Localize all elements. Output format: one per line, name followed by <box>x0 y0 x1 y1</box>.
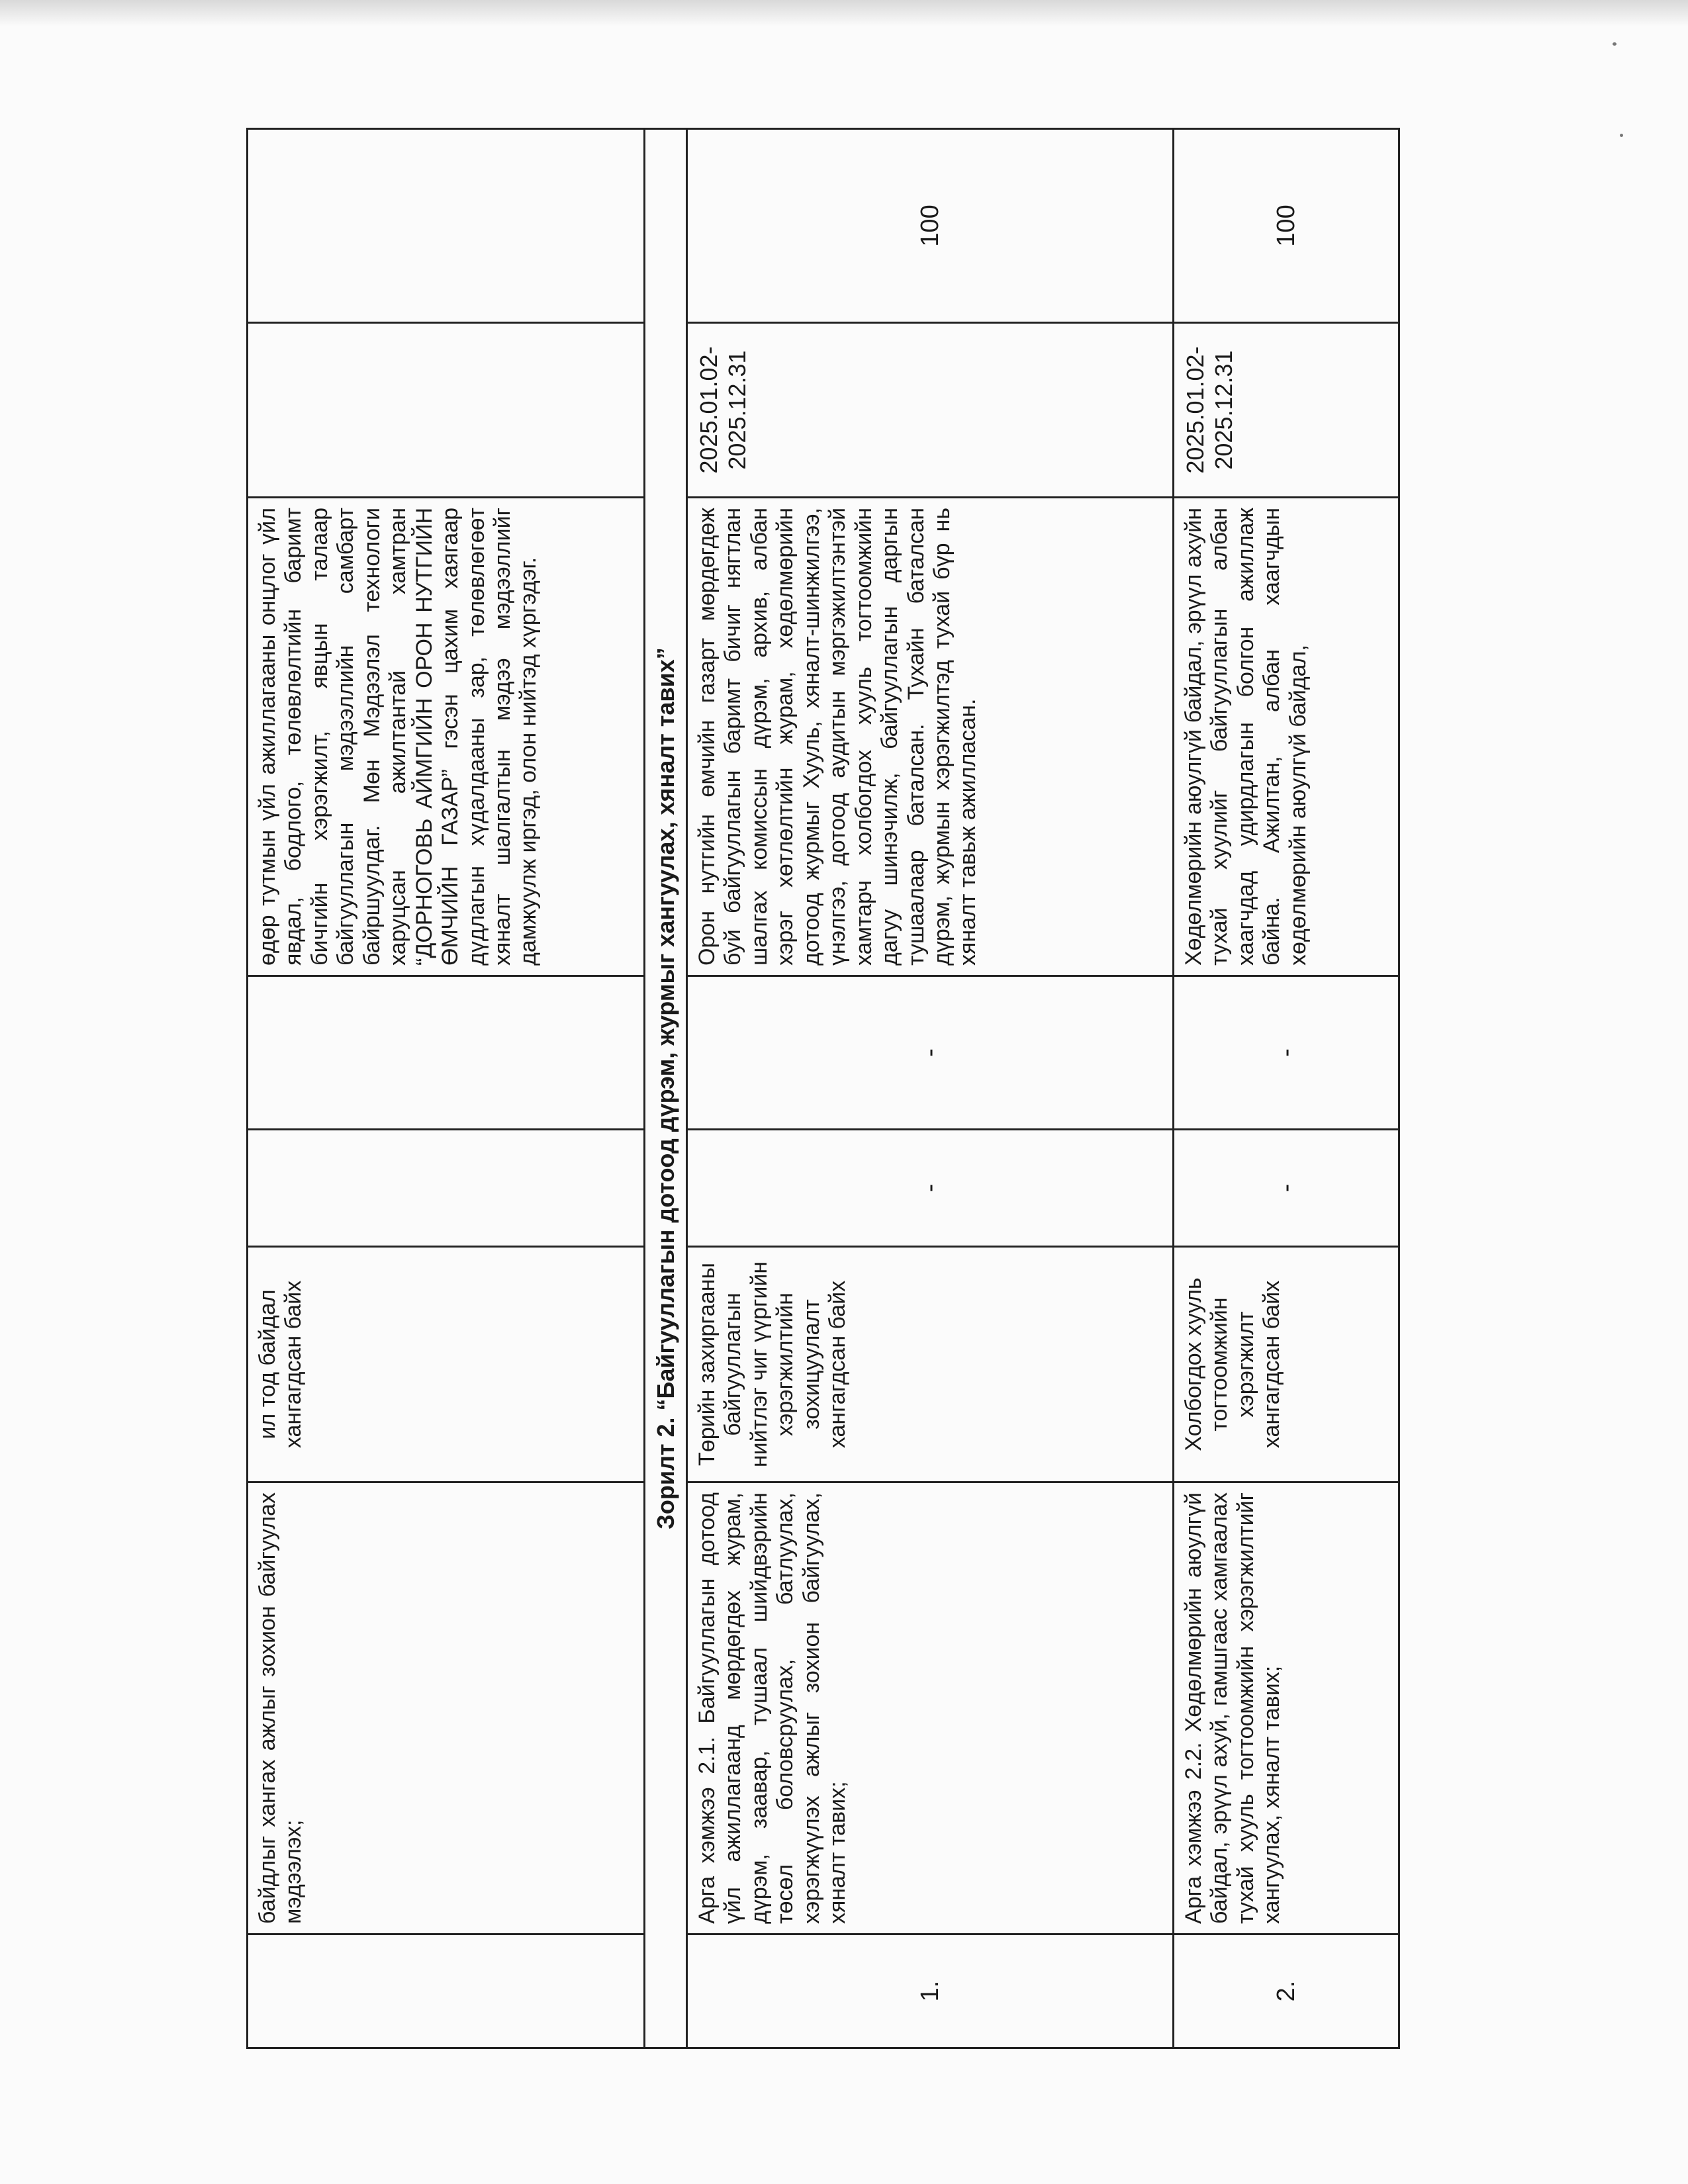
empty-cell <box>248 1130 645 1247</box>
goal-title: Зорилт 2. “Байгууллагын дотоод дүрэм, журмыг хангуулах, хяналт тавих” <box>645 129 687 2048</box>
scan-speck <box>1620 134 1623 137</box>
criteria-cell: ил тод байдал хангагдсан байх <box>248 1247 645 1482</box>
criteria-cell: Холбогдох хууль тогтоомжийн хэрэгжилт хангагдсан байх <box>1174 1247 1399 1482</box>
table-row <box>248 129 645 2048</box>
percent-cell: 100 <box>687 129 1174 323</box>
result-cell: Орон нутгийн өмчийн газарт мөрдөгдөж буй байгууллагын баримт бичиг нягтлан шалгах комиссын дүрэм, архив, албан хэрэг хөтлөлтийн журам, хөдөлмөрийн дотоод журмыг Хууль, хяналт-шинжилгээ, үнэлгээ, дотоод аудитын мэргэжилтэнтэй хамтарч холбогдох хууль тогтоомжийн дагуу шинэчилж, байгууллагын даргын тушаалаар баталсан. Тухайн баталсан дүрэм, журмын хэрэгжилтэд тухай бүр нь хяналт тавьж ажилласан. <box>687 498 1174 976</box>
action-plan-table <box>246 128 1400 2049</box>
date-cell <box>248 323 645 498</box>
dash-cell: - <box>1174 976 1399 1130</box>
scan-edge-shadow <box>0 0 1688 26</box>
dash-cell: - <box>687 1130 1174 1247</box>
number-cell: 2. <box>1174 1934 1399 2048</box>
percent-cell: 100 <box>1174 129 1399 323</box>
criteria-cell: Төрийн захиргааны байгууллагын нийтлэг чиг үүргийн хэрэгжилтийн зохицуулалт хангагдсан байх <box>687 1247 1174 1482</box>
activity-cell: байдлыг хангах ажлыг зохион байгуулах мэдээлэх; <box>248 1482 645 1934</box>
dash-cell: - <box>1174 1130 1399 1247</box>
goal-row <box>645 129 687 2048</box>
number-cell <box>248 1934 645 2048</box>
result-cell: Хөдөлмөрийн аюулгүй байдал, эрүүл ахуйн тухай хуулийг байгууллагын албан хаагчдад удирдлагын болгон ажиллаж байна. Ажилтан, албан хаагчдын хөдөлмөрийн аюулгүй байдал, <box>1174 498 1399 976</box>
percent-cell <box>248 129 645 323</box>
empty-cell <box>248 976 645 1130</box>
activity-cell: Арга хэмжээ 2.1. Байгууллагын дотоод үйл ажиллагаанд мөрдөгдөх журам, дүрэм, заавар, тушаал шийдвэрийн төсөл боловсруулах, батлуулах, хэрэгжүүлэх ажлыг зохион байгуулах, хяналт тавих; <box>687 1482 1174 1934</box>
table-row <box>1174 129 1399 2048</box>
date-cell: 2025.01.02-2025.12.31 <box>687 323 1174 498</box>
result-cell: өдөр тутмын үйл ажиллагааны онцлог үйл явдал, бодлого, төлөвлөлтийн баримт бичгийн хэрэгжилт, явцын талаар байгууллагын мэдээллийн самбарт байршуулдаг. Мөн Мэдээлэл технологи харуцсан ажилтантай хамтран “ДОРНОГОВЬ АЙМГИЙН ОРОН НУТГИЙН ӨМЧИЙН ГАЗАР” гэсэн цахим хаягаар дүдлагын хүдалдааны зар, төлөвлөгөөт хяналт шалгалтын мэдээ мэдээллийг дамжуулж иргэд, олон нийтэд хүргэдэг. <box>248 498 645 976</box>
scan-speck <box>1613 42 1617 46</box>
number-cell: 1. <box>687 1934 1174 2048</box>
date-cell: 2025.01.02-2025.12.31 <box>1174 323 1399 498</box>
dash-cell: - <box>687 976 1174 1130</box>
activity-cell: Арга хэмжээ 2.2. Хөдөлмөрийн аюулгүй байдал, эрүүл ахуй, гамшгаас хамгаалах тухай хууль тогтоомжийн хэрэгжилтийг хангуулах, хяналт тавих; <box>1174 1482 1399 1934</box>
rotated-table-page <box>246 130 1398 2049</box>
table-row <box>687 129 1174 2048</box>
